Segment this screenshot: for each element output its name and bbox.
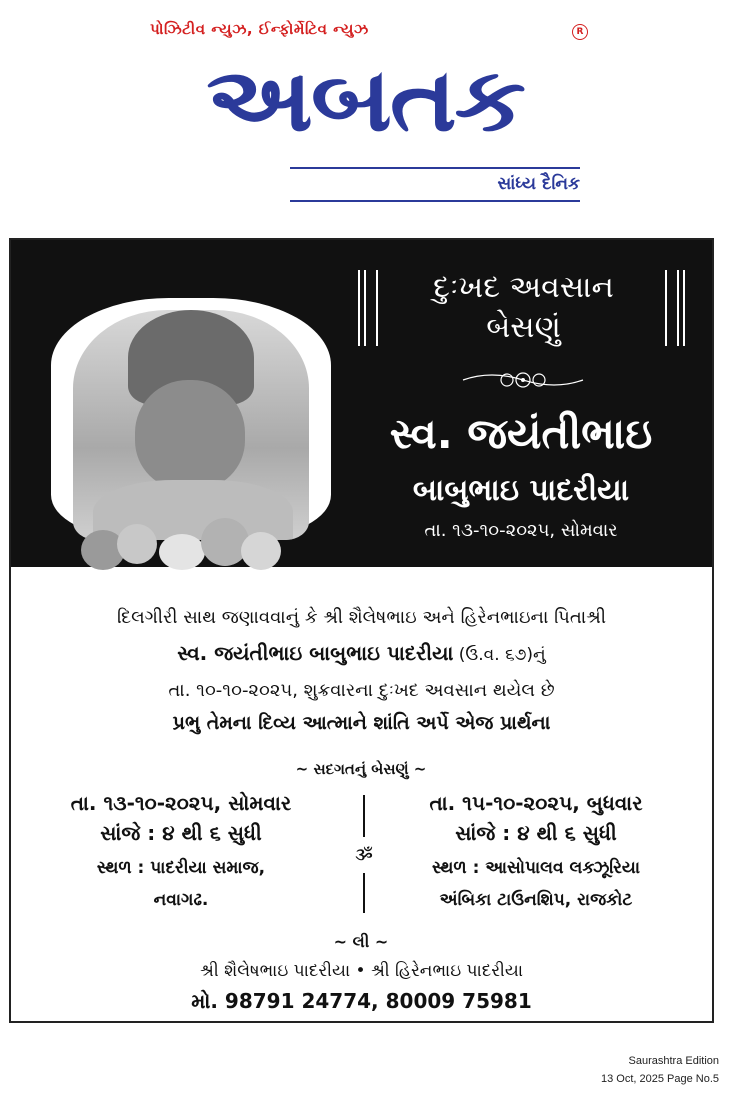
body-line-2	[21, 640, 702, 668]
body-line-2-age: (ઉ.વ. ૬૭)નું	[453, 645, 546, 665]
li-heading: ~ લી ~	[333, 932, 389, 951]
subtitle-underline	[290, 200, 580, 202]
ad-header-panel	[11, 240, 712, 567]
heading-sad-demise: દુઃખદ અવસાન	[433, 270, 614, 305]
right-ornament-bars	[665, 270, 687, 346]
divider-top-line	[363, 795, 365, 837]
body-line-3: તા. ૧૦-૧૦-૨૦૨૫, શુક્રવારના દુઃખદ અવસાન થયેલ છે	[168, 680, 555, 701]
sadgat-heading: ~ સદગતનું બેસણું ~	[295, 760, 427, 778]
column-divider	[355, 795, 373, 910]
left-place-line2: નવાગઢ.	[153, 890, 209, 910]
left-place-line1: સ્થળ : પાદરીયા સમાજ,	[96, 858, 266, 878]
om-icon: ૐ	[355, 845, 373, 864]
divider-bottom-line	[363, 873, 365, 913]
deceased-name-line1: સ્વ. જયંતીભાઇ	[389, 409, 653, 458]
face-shape	[135, 380, 245, 490]
right-place-line2: અંબિકા ટાઉનશિપ, રાજકોટ	[439, 890, 633, 910]
masthead	[0, 0, 729, 215]
edition-label: Saurashtra Edition	[628, 1055, 719, 1067]
logo-rule	[290, 167, 580, 169]
left-ornament-bars	[358, 270, 380, 346]
deceased-name-line2: બાબુભાઇ પાદરીયા	[412, 473, 630, 508]
newspaper-subtitle: સાંધ્ય દૈનિક	[497, 174, 580, 194]
obituary-ad	[9, 238, 714, 1023]
besanu-right-column	[386, 788, 686, 914]
left-time: સાંજે : ૪ થી ૬ સુધી	[100, 821, 262, 845]
tagline: પોઝિટીવ ન્યુઝ, ઈન્ફોર્મેટિવ ન્યુઝ	[150, 20, 369, 38]
signers: શ્રી શૈલેષભાઇ પાદરીયા • શ્રી હિરેનભાઇ પાદરીયા	[199, 961, 523, 981]
left-date: તા. ૧૩-૧૦-૨૦૨૫, સોમવાર	[70, 791, 292, 815]
registered-mark: R	[572, 24, 588, 40]
right-date: તા. ૧૫-૧૦-૨૦૨૫, બુધવાર	[429, 791, 643, 815]
right-time: સાંજે : ૪ થી ૬ સુધી	[455, 821, 617, 845]
right-place-line1: સ્થળ : આસોપાલવ લક્ઝૂરિયા	[431, 858, 641, 878]
body-line-2-name: સ્વ. જયંતીભાઇ બાબુભાઇ પાદરીયા	[177, 641, 454, 665]
flowers-decoration	[81, 510, 291, 570]
newspaper-logo: અબતક	[206, 48, 524, 151]
portrait-photo	[73, 310, 309, 540]
heading-besanu: બેસણું	[486, 310, 561, 345]
besanu-left-column	[31, 788, 331, 914]
date-page-label: 13 Oct, 2025 Page No.5	[600, 1073, 719, 1085]
body-line-4: પ્રભુ તેમના દિવ્ય આત્માને શાંતિ અર્પે એજ પ્રાર્થના	[172, 712, 551, 734]
floral-ornament-icon	[461, 368, 585, 392]
page-footer	[601, 1052, 719, 1088]
besanu-date-header: તા. ૧૩-૧૦-૨૦૨૫, સોમવાર	[424, 520, 618, 541]
contact-phone: મો. 98791 24774, 80009 75981	[191, 989, 532, 1013]
body-line-1: દિલગીરી સાથ જણાવવાનું કે શ્રી શૈલેષભાઇ અને હિરેનભાઇના પિતાશ્રી	[117, 607, 606, 628]
